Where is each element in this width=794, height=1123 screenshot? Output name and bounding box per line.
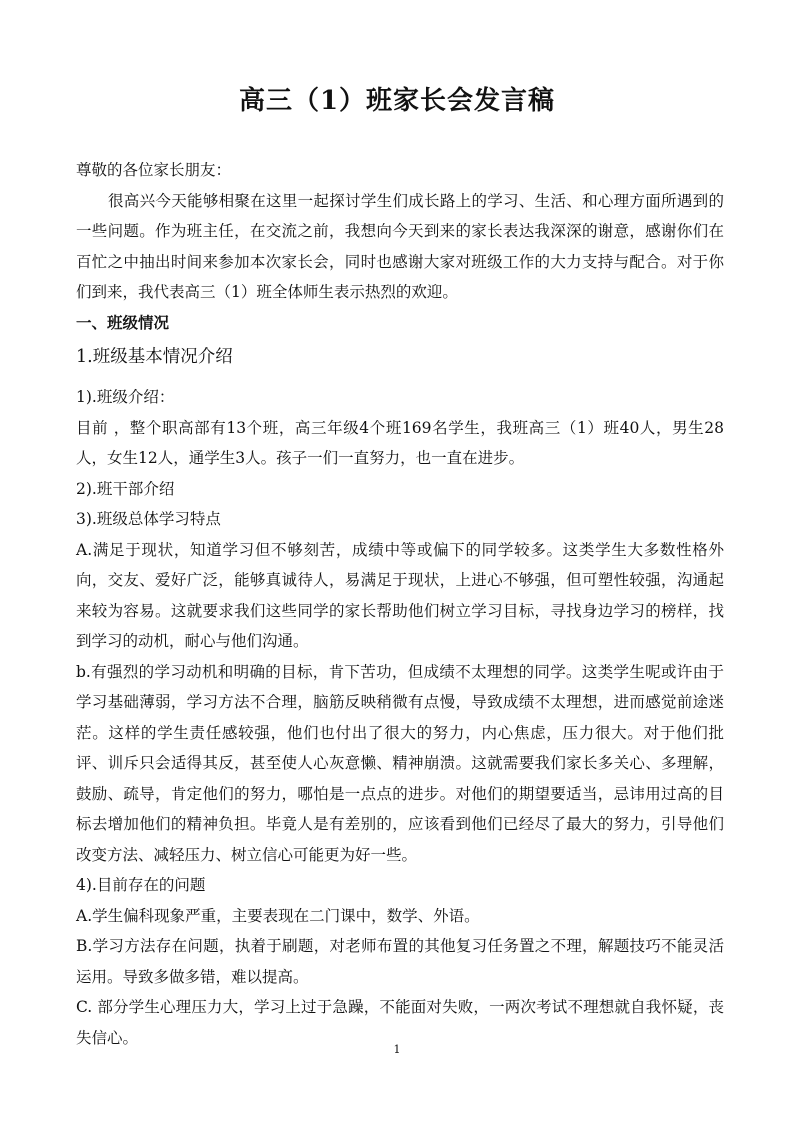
item-learning-traits-label: 3).班级总体学习特点 bbox=[76, 510, 221, 528]
learning-trait-b: b.有强烈的学习动机和明确的目标，肯下苦功，但成绩不太理想的同学。这类学生呢或许由于学习基础薄弱，学习方法不合理，脑筋反映稍微有点慢，导致成绩不太理想，进而感觉前途迷茫。这样的学生责任感较强，他们也付出了很大的努力，内心焦虑，压力很大。对于他们批评、训斥只会适得其反，甚至使人心灰意懒、精神崩溃。这就需要我们家长多关心、多理解，鼓励、疏导，肯定他们的努力，哪怕是一点点的进步。对他们的期望要适当，忌讳用过高的目标去增加他们的精神负担。毕竟人是有差别的，应该看到他们已经尽了最大的努力，引导他们改变方法、减轻压力、树立信心可能更为好一些。 bbox=[76, 662, 724, 864]
intro-paragraph: 很高兴今天能够相聚在这里一起探讨学生们成长路上的学习、生活、和心理方面所遇到的一些问题。作为班主任，在交流之前，我想向今天到来的家长表达我深深的谢意，感谢你们在百忙之中抽出时间来参加本次家长会，同时也感谢大家对班级工作的大力支持与配合。对于你们到来，我代表高三（1）班全体师生表示热烈的欢迎。 bbox=[76, 191, 724, 301]
section-heading-class-situation: 一、班级情况 bbox=[76, 312, 170, 332]
page-number: 1 bbox=[393, 1043, 401, 1056]
subsection-heading-basic-info: 1.班级基本情况介绍 bbox=[76, 347, 233, 367]
item-current-problems-label: 4).目前存在的问题 bbox=[76, 876, 206, 894]
document-body bbox=[76, 155, 724, 1053]
problem-c: C. 部分学生心理压力大，学习上过于急躁，不能面对失败，一两次考试不理想就自我怀疑，丧失信心。 bbox=[76, 998, 724, 1047]
item-class-intro-label: 1).班级介绍： bbox=[76, 388, 175, 406]
learning-trait-a: A.满足于现状，知道学习但不够刻苦，成绩中等或偏下的同学较多。这类学生大多数性格外向，交友、爱好广泛，能够真诚待人，易满足于现状，上进心不够强，但可塑性较强，沟通起来较为容易。这就要求我们这些同学的家长帮助他们树立学习目标，寻找身边学习的榜样，找到学习的动机，耐心与他们沟通。 bbox=[76, 540, 724, 650]
problem-a: A.学生偏科现象严重，主要表现在二门课中，数学、外语。 bbox=[76, 906, 480, 925]
problem-b: B.学习方法存在问题，执着于刷题，对老师布置的其他复习任务置之不理，解题技巧不能灵活运用。导致多做多错，难以提高。 bbox=[76, 937, 724, 986]
item-class-intro-text: 目前 ，整个职高部有13个班，高三年级4个班169名学生，我班高三（1）班40人，男生28人，女生12人，通学生3人。孩子一们一直努力，也一直在进步。 bbox=[76, 418, 724, 467]
document-title: 高三（1）班家长会发言稿 bbox=[238, 86, 556, 116]
salutation: 尊敬的各位家长朋友： bbox=[76, 161, 232, 179]
item-class-cadre-label: 2).班干部介绍 bbox=[76, 479, 175, 498]
